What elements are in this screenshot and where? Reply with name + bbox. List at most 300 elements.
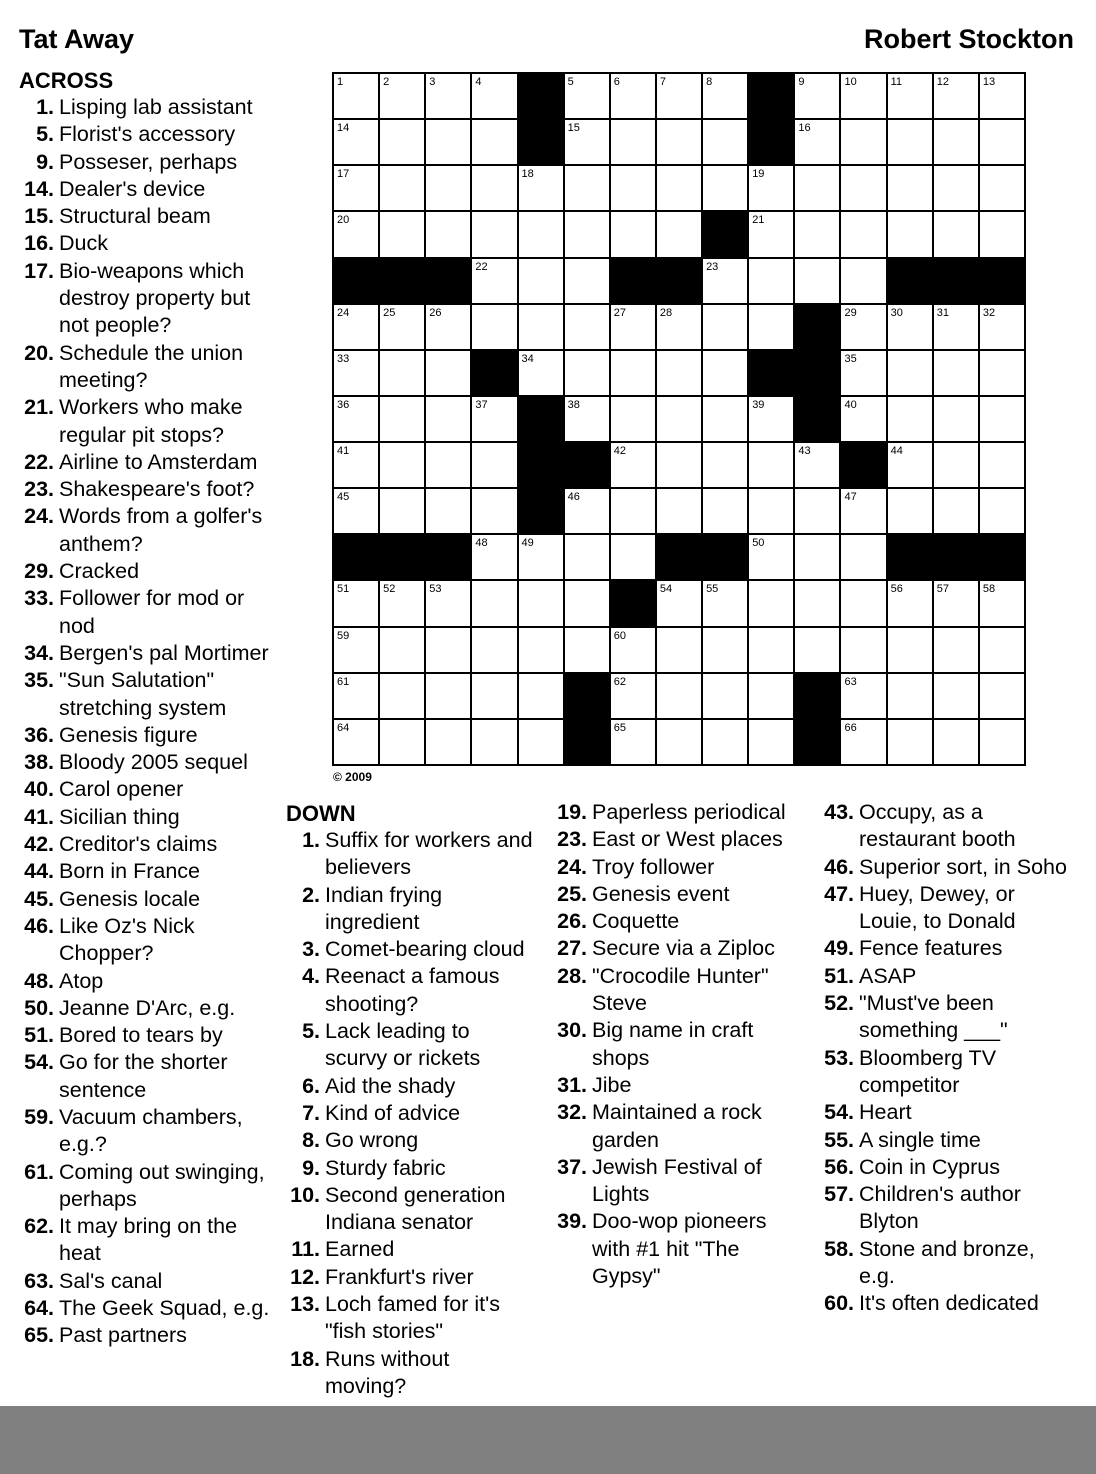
black-square: [657, 535, 703, 581]
down-clue-list-col3: [820, 799, 1075, 1318]
grid-cell[interactable]: [934, 443, 980, 489]
clue-item: [286, 1155, 536, 1182]
grid-cell[interactable]: [472, 489, 518, 535]
cell-number: 1: [337, 76, 344, 88]
grid-cell[interactable]: [426, 628, 472, 674]
grid-cell[interactable]: [749, 535, 795, 581]
cell-number: 60: [613, 629, 627, 642]
clue-item: [19, 1295, 281, 1322]
clue-number: 53.: [824, 1045, 854, 1070]
clue-text: Atop: [59, 968, 104, 993]
down-clue-list-col1: [286, 827, 536, 1400]
black-square: [795, 674, 841, 720]
grid-cell[interactable]: [472, 535, 518, 581]
cell-number: 40: [844, 398, 857, 411]
grid-cell[interactable]: [334, 628, 380, 674]
grid-cell[interactable]: [334, 489, 380, 535]
grid-cell[interactable]: [980, 397, 1026, 443]
grid-cell[interactable]: [657, 443, 703, 489]
clue-text: Children's author Blyton: [859, 1182, 1021, 1234]
grid-cell[interactable]: [703, 674, 749, 720]
grid-cell[interactable]: [611, 120, 657, 166]
grid-cell[interactable]: [380, 74, 426, 120]
bottom-toolbar-bar: [0, 1406, 1096, 1474]
grid-cell[interactable]: [841, 166, 887, 212]
clue-text: Runs without moving?: [325, 1346, 450, 1398]
grid-cell[interactable]: [426, 489, 472, 535]
cell-number: 20: [337, 214, 350, 227]
grid-cell[interactable]: [519, 720, 565, 766]
grid-cell[interactable]: [565, 628, 611, 674]
black-square: [749, 74, 795, 120]
grid-cell[interactable]: [888, 212, 934, 258]
grid-cell[interactable]: [657, 397, 703, 443]
grid-cell[interactable]: [749, 443, 795, 489]
black-square: [519, 120, 565, 166]
cell-number: 57: [936, 583, 949, 596]
cell-number: 5: [567, 76, 574, 88]
cell-number: 44: [890, 445, 903, 458]
grid-cell[interactable]: [380, 489, 426, 535]
grid-cell[interactable]: [334, 74, 380, 120]
grid-cell[interactable]: [934, 720, 980, 766]
grid-cell[interactable]: [519, 212, 565, 258]
black-square: [472, 351, 518, 397]
grid-cell[interactable]: [703, 489, 749, 535]
grid-cell[interactable]: [980, 443, 1026, 489]
grid-cell[interactable]: [472, 74, 518, 120]
clue-text: Huey, Dewey, or Louie, to Donald: [859, 881, 1016, 934]
grid-cell[interactable]: [749, 581, 795, 627]
grid-cell[interactable]: [472, 720, 518, 766]
grid-cell[interactable]: [611, 489, 657, 535]
grid-cell[interactable]: [841, 305, 887, 351]
clue-item: [553, 935, 808, 962]
grid-cell[interactable]: [611, 628, 657, 674]
clue-item: [286, 1073, 536, 1100]
grid-cell[interactable]: [334, 212, 380, 258]
clue-number: 60.: [824, 1291, 854, 1316]
grid-cell[interactable]: [380, 581, 426, 627]
grid-cell[interactable]: [657, 581, 703, 627]
clue-item: [820, 1045, 1075, 1100]
grid-cell[interactable]: [980, 120, 1026, 166]
grid-cell[interactable]: [657, 74, 703, 120]
grid-cell[interactable]: [749, 166, 795, 212]
grid-cell[interactable]: [611, 674, 657, 720]
clue-item: [19, 1104, 281, 1159]
cell-number: 37: [475, 398, 488, 411]
grid-cell[interactable]: [749, 489, 795, 535]
grid-cell[interactable]: [841, 212, 887, 258]
clue-text: Cracked: [59, 559, 140, 584]
grid-cell[interactable]: [565, 305, 611, 351]
clue-text: Frankfurt's river: [325, 1264, 474, 1289]
grid-cell[interactable]: [426, 166, 472, 212]
grid-cell[interactable]: [426, 74, 472, 120]
cell-number: 6: [613, 76, 620, 88]
grid-cell[interactable]: [888, 720, 934, 766]
grid-cell[interactable]: [934, 74, 980, 120]
grid-cell[interactable]: [934, 351, 980, 397]
black-square: [519, 74, 565, 120]
grid-cell[interactable]: [426, 120, 472, 166]
cell-number: 61: [337, 675, 350, 688]
grid-cell[interactable]: [795, 535, 841, 581]
clue-number: 8.: [302, 1128, 320, 1153]
grid-cell[interactable]: [426, 397, 472, 443]
cell-number: 64: [337, 721, 350, 734]
grid-cell[interactable]: [888, 166, 934, 212]
cell-number: 31: [936, 306, 949, 319]
grid-cell[interactable]: [980, 305, 1026, 351]
black-square: [888, 535, 934, 581]
clue-item: [286, 936, 536, 963]
clue-number: 39.: [557, 1209, 587, 1234]
grid-cell[interactable]: [611, 74, 657, 120]
grid-cell[interactable]: [703, 74, 749, 120]
copyright-notice: © 2009: [333, 770, 372, 784]
black-square: [611, 581, 657, 627]
black-square: [888, 259, 934, 305]
grid-cell[interactable]: [334, 351, 380, 397]
grid-cell[interactable]: [519, 259, 565, 305]
grid-cell[interactable]: [657, 720, 703, 766]
clue-number: 17.: [24, 258, 54, 283]
grid-cell[interactable]: [888, 74, 934, 120]
down-heading: DOWN: [286, 801, 356, 826]
grid-cell[interactable]: [472, 628, 518, 674]
grid-cell[interactable]: [426, 212, 472, 258]
clue-number: 1.: [36, 95, 54, 119]
clue-text: Posseser, perhaps: [59, 149, 238, 174]
grid-cell[interactable]: [380, 628, 426, 674]
black-square: [980, 535, 1026, 581]
grid-cell[interactable]: [841, 120, 887, 166]
grid-cell[interactable]: [611, 212, 657, 258]
grid-cell[interactable]: [934, 212, 980, 258]
grid-cell[interactable]: [980, 212, 1026, 258]
grid-cell[interactable]: [703, 720, 749, 766]
clue-text: Airline to Amsterdam: [59, 449, 258, 474]
grid-cell[interactable]: [795, 120, 841, 166]
grid-cell[interactable]: [841, 581, 887, 627]
clue-text: Coming out swinging, perhaps: [59, 1159, 265, 1211]
clue-item: [19, 476, 281, 503]
clue-text: "Crocodile Hunter" Steve: [592, 963, 769, 1016]
grid-cell[interactable]: [888, 351, 934, 397]
clue-item: [19, 558, 281, 585]
clue-number: 40.: [24, 777, 54, 802]
grid-cell[interactable]: [703, 120, 749, 166]
cell-number: 51: [337, 583, 350, 596]
grid-cell[interactable]: [980, 489, 1026, 535]
across-clue-list: [19, 94, 281, 1350]
cell-number: 62: [613, 675, 627, 688]
clue-number: 49.: [824, 936, 854, 961]
black-square: [519, 397, 565, 443]
grid-cell[interactable]: [749, 305, 795, 351]
grid-cell[interactable]: [611, 397, 657, 443]
grid-cell[interactable]: [472, 581, 518, 627]
grid-cell[interactable]: [611, 535, 657, 581]
grid-cell[interactable]: [888, 674, 934, 720]
grid-cell[interactable]: [472, 166, 518, 212]
grid-cell[interactable]: [565, 74, 611, 120]
grid-cell[interactable]: [380, 166, 426, 212]
grid-cell[interactable]: [841, 489, 887, 535]
grid-cell[interactable]: [380, 351, 426, 397]
grid-cell[interactable]: [703, 305, 749, 351]
grid-cell[interactable]: [795, 259, 841, 305]
grid-cell[interactable]: [703, 628, 749, 674]
clue-item: [820, 1099, 1075, 1126]
grid-cell[interactable]: [980, 674, 1026, 720]
grid-cell[interactable]: [611, 305, 657, 351]
grid-cell[interactable]: [334, 581, 380, 627]
grid-cell[interactable]: [426, 305, 472, 351]
grid-cell[interactable]: [703, 166, 749, 212]
clue-text: Doo-wop pioneers with #1 hit "The Gypsy": [592, 1209, 767, 1289]
grid-cell[interactable]: [795, 628, 841, 674]
grid-cell[interactable]: [380, 305, 426, 351]
clue-item: [820, 854, 1075, 881]
grid-cell[interactable]: [703, 581, 749, 627]
grid-cell[interactable]: [380, 443, 426, 489]
cell-number: 29: [844, 306, 857, 319]
grid-cell[interactable]: [795, 581, 841, 627]
clue-item: [19, 667, 281, 722]
grid-cell[interactable]: [841, 74, 887, 120]
clue-item: [553, 1017, 808, 1072]
grid-cell[interactable]: [795, 443, 841, 489]
clue-text: Florist's accessory: [59, 122, 236, 147]
clue-text: Structural beam: [59, 204, 211, 229]
grid-cell[interactable]: [657, 489, 703, 535]
clue-text: Fence features: [859, 936, 1003, 961]
grid-cell[interactable]: [795, 489, 841, 535]
grid-cell[interactable]: [980, 166, 1026, 212]
grid-cell[interactable]: [334, 443, 380, 489]
grid-cell[interactable]: [841, 674, 887, 720]
cell-number: 42: [613, 445, 627, 458]
clue-text: Carol opener: [59, 777, 184, 802]
grid-cell[interactable]: [980, 74, 1026, 120]
grid-cell[interactable]: [657, 628, 703, 674]
grid-cell[interactable]: [611, 443, 657, 489]
black-square: [426, 259, 472, 305]
clue-text: Lisping lab assistant: [59, 95, 253, 119]
clue-number: 11.: [291, 1237, 320, 1262]
grid-cell[interactable]: [472, 259, 518, 305]
grid-cell[interactable]: [519, 581, 565, 627]
grid-cell[interactable]: [841, 397, 887, 443]
grid-cell[interactable]: [795, 166, 841, 212]
clue-number: 4.: [302, 964, 320, 989]
clue-number: 30.: [557, 1018, 587, 1043]
clue-text: A single time: [859, 1127, 981, 1152]
grid-cell[interactable]: [380, 212, 426, 258]
black-square: [426, 535, 472, 581]
grid-cell[interactable]: [657, 351, 703, 397]
grid-cell[interactable]: [380, 674, 426, 720]
clue-item: [19, 94, 281, 121]
cell-number: 12: [936, 76, 949, 88]
grid-cell[interactable]: [795, 212, 841, 258]
grid-cell[interactable]: [334, 120, 380, 166]
grid-cell[interactable]: [519, 166, 565, 212]
clue-number: 31.: [557, 1072, 587, 1097]
grid-cell[interactable]: [611, 351, 657, 397]
clue-item: [553, 1154, 808, 1209]
clue-number: 12.: [290, 1264, 320, 1289]
clue-number: 48.: [24, 968, 54, 993]
grid-cell[interactable]: [934, 489, 980, 535]
grid-cell[interactable]: [841, 351, 887, 397]
cell-number: 3: [429, 76, 436, 88]
grid-cell[interactable]: [565, 166, 611, 212]
grid-cell[interactable]: [472, 212, 518, 258]
grid-cell[interactable]: [703, 443, 749, 489]
clue-item: [286, 882, 536, 937]
grid-cell[interactable]: [749, 397, 795, 443]
grid-cell[interactable]: [519, 628, 565, 674]
black-square: [841, 443, 887, 489]
cell-number: 38: [567, 398, 580, 411]
grid-cell[interactable]: [565, 535, 611, 581]
grid-cell[interactable]: [565, 259, 611, 305]
clue-text: Words from a golfer's anthem?: [59, 504, 263, 556]
grid-cell[interactable]: [888, 628, 934, 674]
grid-cell[interactable]: [472, 443, 518, 489]
black-square: [519, 489, 565, 535]
clue-text: Indian frying ingredient: [325, 882, 443, 934]
grid-cell[interactable]: [380, 720, 426, 766]
clue-text: Follower for mod or nod: [59, 586, 245, 638]
grid-cell[interactable]: [565, 351, 611, 397]
grid-cell[interactable]: [334, 166, 380, 212]
grid-cell[interactable]: [565, 397, 611, 443]
grid-cell[interactable]: [980, 351, 1026, 397]
grid-cell[interactable]: [472, 120, 518, 166]
grid-cell[interactable]: [657, 166, 703, 212]
grid-cell[interactable]: [703, 259, 749, 305]
grid-cell[interactable]: [611, 720, 657, 766]
grid-cell[interactable]: [934, 397, 980, 443]
grid-cell[interactable]: [888, 489, 934, 535]
grid-cell[interactable]: [519, 535, 565, 581]
grid-cell[interactable]: [565, 212, 611, 258]
grid-cell[interactable]: [380, 120, 426, 166]
grid-cell[interactable]: [980, 628, 1026, 674]
grid-cell[interactable]: [703, 351, 749, 397]
grid-cell[interactable]: [888, 120, 934, 166]
grid-cell[interactable]: [888, 581, 934, 627]
cell-number: 17: [337, 168, 350, 181]
clue-item: [19, 1049, 281, 1104]
grid-cell[interactable]: [888, 397, 934, 443]
grid-cell[interactable]: [980, 581, 1026, 627]
clue-text: Paperless periodical: [592, 800, 786, 824]
grid-cell[interactable]: [472, 305, 518, 351]
grid-cell[interactable]: [934, 120, 980, 166]
grid-cell[interactable]: [657, 674, 703, 720]
grid-cell[interactable]: [749, 720, 795, 766]
grid-cell[interactable]: [749, 212, 795, 258]
grid-cell[interactable]: [749, 628, 795, 674]
grid-cell[interactable]: [841, 259, 887, 305]
grid-cell[interactable]: [519, 674, 565, 720]
grid-cell[interactable]: [334, 305, 380, 351]
grid-cell[interactable]: [334, 720, 380, 766]
clue-item: [19, 176, 281, 203]
black-square: [380, 535, 426, 581]
grid-cell[interactable]: [657, 305, 703, 351]
clue-number: 58.: [824, 1236, 854, 1261]
clue-item: [19, 640, 281, 667]
grid-cell[interactable]: [426, 720, 472, 766]
cell-number: 2: [383, 76, 390, 88]
grid-cell[interactable]: [472, 397, 518, 443]
grid-cell[interactable]: [934, 674, 980, 720]
clue-text: Duck: [59, 231, 108, 256]
grid-cell[interactable]: [519, 351, 565, 397]
clue-text: Occupy, as a restaurant booth: [859, 800, 1016, 852]
grid-cell[interactable]: [934, 166, 980, 212]
grid-cell[interactable]: [519, 305, 565, 351]
grid-cell[interactable]: [841, 720, 887, 766]
grid-cell[interactable]: [565, 489, 611, 535]
clue-number: 23.: [24, 477, 54, 502]
grid-cell[interactable]: [334, 397, 380, 443]
grid-cell[interactable]: [749, 674, 795, 720]
grid-cell[interactable]: [426, 581, 472, 627]
grid-cell[interactable]: [934, 305, 980, 351]
grid-cell[interactable]: [888, 443, 934, 489]
grid-cell[interactable]: [380, 397, 426, 443]
grid-cell[interactable]: [980, 720, 1026, 766]
clue-text: Sal's canal: [59, 1268, 163, 1293]
grid-cell[interactable]: [841, 628, 887, 674]
clue-text: Bloomberg TV competitor: [859, 1045, 997, 1097]
grid-cell[interactable]: [703, 397, 749, 443]
grid-cell[interactable]: [934, 581, 980, 627]
grid-cell[interactable]: [426, 443, 472, 489]
clue-number: 65.: [24, 1323, 54, 1348]
grid-cell[interactable]: [426, 674, 472, 720]
grid-cell[interactable]: [749, 259, 795, 305]
grid-cell[interactable]: [657, 212, 703, 258]
clue-item: [553, 1072, 808, 1099]
grid-cell[interactable]: [657, 120, 703, 166]
grid-cell[interactable]: [841, 535, 887, 581]
grid-cell[interactable]: [934, 628, 980, 674]
clue-item: [553, 908, 808, 935]
grid-cell[interactable]: [888, 305, 934, 351]
grid-cell[interactable]: [472, 674, 518, 720]
grid-cell[interactable]: [611, 166, 657, 212]
clue-number: 51.: [824, 963, 854, 988]
grid-cell[interactable]: [565, 120, 611, 166]
grid-cell[interactable]: [334, 674, 380, 720]
clue-number: 3.: [302, 937, 320, 962]
grid-cell[interactable]: [795, 74, 841, 120]
grid-cell[interactable]: [426, 351, 472, 397]
clue-item: [19, 1322, 281, 1349]
clue-text: Big name in craft shops: [592, 1018, 754, 1070]
grid-cell[interactable]: [565, 581, 611, 627]
clue-text: Suffix for workers and believers: [325, 828, 533, 880]
